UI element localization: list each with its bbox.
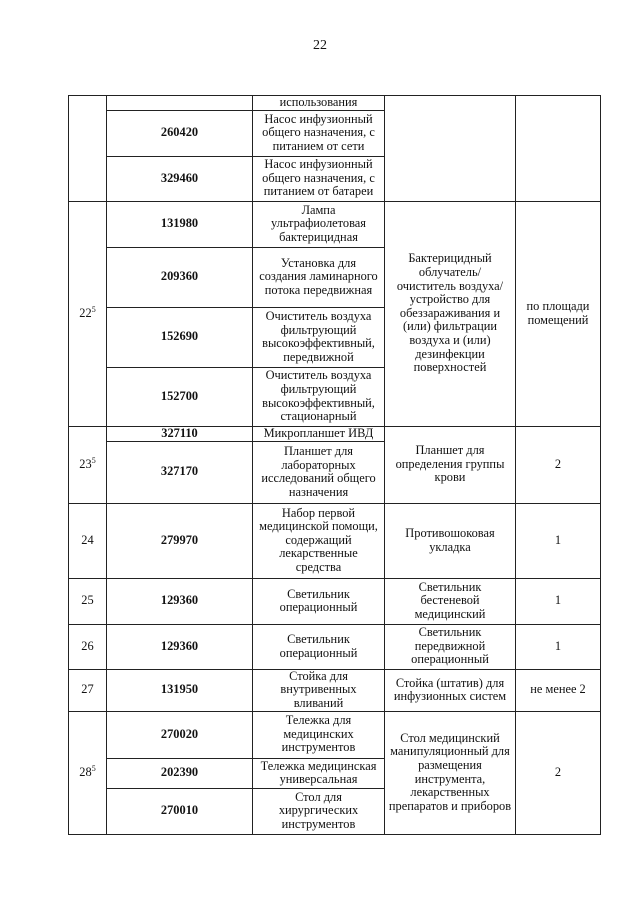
code-cell: 202390 — [107, 758, 253, 788]
row-number-cell: 27 — [69, 669, 107, 711]
row-number-cell: $23^5$ — [69, 426, 107, 503]
equipment-name-cell: Установка для создания ламинарного потока передвижная — [253, 247, 385, 307]
equipment-name-cell: Микропланшет ИВД — [253, 426, 385, 441]
equipment-type-cell: Стол медицинский манипуляционный для размещения инструмента, лекарственных препаратов и приборов — [385, 711, 516, 834]
row-number-cell: 25 — [69, 578, 107, 624]
code-cell: 129360 — [107, 624, 253, 669]
code-cell: 327110 — [107, 426, 253, 441]
code-cell: 209360 — [107, 247, 253, 307]
equipment-name-cell: Тележка для медицинских инструментов — [253, 711, 385, 758]
equipment-type-cell: Бактерицидный облучатель/ очиститель воздуха/ устройство для обеззараживания и (или) фильтрации воздуха и (или) дезинфекции поверхностей — [385, 201, 516, 426]
equipment-name-cell: использования — [253, 96, 385, 111]
code-cell: 131950 — [107, 669, 253, 711]
code-cell: 327170 — [107, 441, 253, 503]
quantity-cell: 1 — [516, 503, 601, 578]
equipment-name-cell: Светильник операционный — [253, 624, 385, 669]
code-cell: 270020 — [107, 711, 253, 758]
table-row — [69, 711, 601, 758]
equipment-name-cell: Стол для хирургических инструментов — [253, 788, 385, 834]
equipment-type-cell: Планшет для определения группы крови — [385, 426, 516, 503]
code-cell: 270010 — [107, 788, 253, 834]
quantity-cell: 1 — [516, 624, 601, 669]
row-number-cell: 26 — [69, 624, 107, 669]
equipment-name-cell: Насос инфузионный общего назначения, с питанием от сети — [253, 110, 385, 156]
equipment-name-cell: Тележка медицинская универсальная — [253, 758, 385, 788]
equipment-name-cell: Набор первой медицинской помощи, содержащий лекарственные средства — [253, 503, 385, 578]
equipment-type-cell: Стойка (штатив) для инфузионных систем — [385, 669, 516, 711]
code-cell: 129360 — [107, 578, 253, 624]
row-number-cell — [69, 96, 107, 202]
row-number-cell: $22^5$ — [69, 201, 107, 426]
equipment-name-cell: Лампа ультрафиолетовая бактерицидная — [253, 201, 385, 247]
table-row — [69, 426, 601, 441]
row-number-cell: $28^5$ — [69, 711, 107, 834]
code-cell: 152700 — [107, 367, 253, 426]
equipment-type-cell: Светильник бестеневой медицинский — [385, 578, 516, 624]
quantity-cell: не менее 2 — [516, 669, 601, 711]
quantity-cell: по площади помещений — [516, 201, 601, 426]
table-row — [69, 624, 601, 669]
table-row — [69, 578, 601, 624]
equipment-name-cell: Очиститель воздуха фильтрующий высокоэффективный, стационарный — [253, 367, 385, 426]
code-cell: 131980 — [107, 201, 253, 247]
row-number-cell: 24 — [69, 503, 107, 578]
equipment-type-cell — [385, 96, 516, 202]
equipment-name-cell: Светильник операционный — [253, 578, 385, 624]
equipment-table — [68, 95, 601, 835]
quantity-cell — [516, 96, 601, 202]
code-cell: 279970 — [107, 503, 253, 578]
quantity-cell: 1 — [516, 578, 601, 624]
quantity-cell: 2 — [516, 426, 601, 503]
code-cell: 260420 — [107, 110, 253, 156]
code-cell: 329460 — [107, 156, 253, 201]
equipment-name-cell: Очиститель воздуха фильтрующий высокоэффективный, передвижной — [253, 307, 385, 367]
table-row — [69, 669, 601, 711]
equipment-name-cell: Стойка для внутривенных вливаний — [253, 669, 385, 711]
equipment-type-cell: Светильник передвижной операционный — [385, 624, 516, 669]
table-row — [69, 503, 601, 578]
equipment-name-cell: Планшет для лабораторных исследований общего назначения — [253, 441, 385, 503]
table-row — [69, 201, 601, 247]
code-cell: 152690 — [107, 307, 253, 367]
equipment-type-cell: Противошоковая укладка — [385, 503, 516, 578]
equipment-name-cell: Насос инфузионный общего назначения, с питанием от батареи — [253, 156, 385, 201]
code-cell — [107, 96, 253, 111]
quantity-cell: 2 — [516, 711, 601, 834]
table-row — [69, 96, 601, 111]
page-number: 22 — [313, 38, 327, 53]
